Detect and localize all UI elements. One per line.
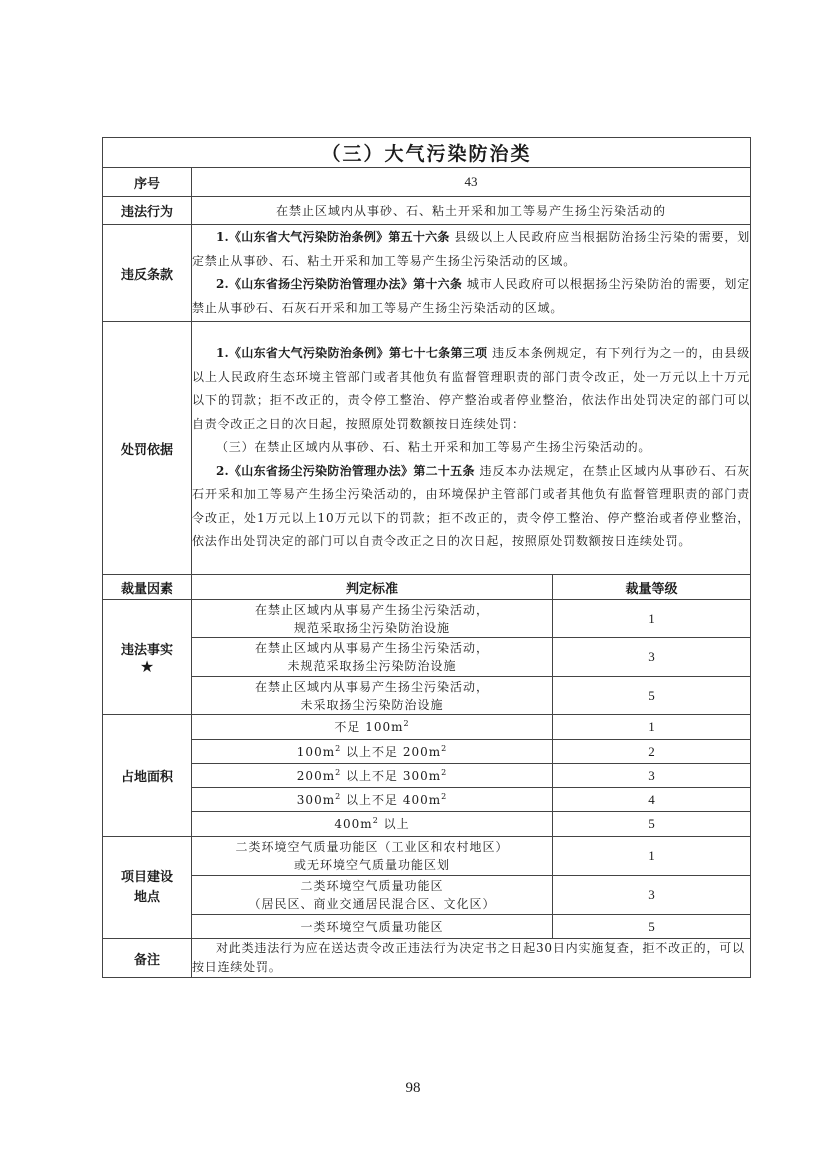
level-cell: 3 bbox=[553, 764, 751, 788]
factor-header: 裁量因素 bbox=[103, 575, 192, 600]
page-number: 98 bbox=[405, 1080, 421, 1096]
penalty-basis-label: 处罚依据 bbox=[103, 322, 192, 575]
penalty-ref: 1.《山东省大气污染防治条例》第七十七条第三项 bbox=[216, 346, 488, 361]
table-title: （三）大气污染防治类 bbox=[103, 138, 751, 168]
provision-ref: 1.《山东省大气污染防治条例》第五十六条 bbox=[216, 230, 450, 244]
superscript: 2 bbox=[403, 719, 410, 728]
superscript: 2 bbox=[441, 743, 448, 753]
level-header: 裁量等级 bbox=[553, 575, 751, 600]
factor-name: 地点 bbox=[133, 889, 160, 905]
violation-act-label: 违法行为 bbox=[103, 197, 192, 225]
area-text: 以上不足 200m bbox=[341, 744, 442, 759]
area-text: 300m bbox=[296, 792, 336, 807]
area-text: 400m bbox=[334, 817, 373, 831]
penalty-item bbox=[192, 342, 750, 436]
criteria-cell bbox=[192, 837, 553, 876]
factor-name: 项目建设 bbox=[120, 869, 173, 885]
superscript: 2 bbox=[335, 791, 342, 801]
criteria-cell bbox=[192, 638, 553, 677]
criteria-cell bbox=[192, 764, 553, 788]
criteria-line: （居民区、商业交通居民混合区、文化区） bbox=[248, 897, 496, 911]
criteria-header: 判定标准 bbox=[192, 575, 553, 600]
provision-item bbox=[192, 273, 750, 320]
superscript: 2 bbox=[441, 767, 448, 777]
criteria-line: 二类环境空气质量功能区（工业区和农村地区） bbox=[235, 840, 509, 854]
area-text: 以上 bbox=[378, 817, 410, 831]
level-cell: 3 bbox=[553, 638, 751, 677]
level-cell: 5 bbox=[553, 915, 751, 939]
penalty-item bbox=[192, 436, 750, 460]
factor-violation-fact bbox=[103, 600, 192, 715]
area-text: 以上不足 300m bbox=[341, 768, 442, 783]
area-text: 不足 100m bbox=[334, 720, 404, 734]
serial-value: 43 bbox=[192, 168, 751, 197]
criteria-cell bbox=[192, 740, 553, 764]
violated-provisions-label: 违反条款 bbox=[103, 225, 192, 322]
factor-project-location bbox=[103, 837, 192, 939]
area-text: 200m bbox=[296, 768, 336, 783]
provision-text: 县级以上人民政府应当根据防治扬尘污染的需要，划定禁止从事砂、石、粘土开采和加工等易产生扬尘污染活动的区域。 bbox=[192, 230, 751, 268]
criteria-line: 或无环境空气质量功能区划 bbox=[293, 858, 450, 872]
criteria-line: 在禁止区域内从事易产生扬尘污染活动， bbox=[254, 641, 489, 655]
criteria-line: 未采取扬尘污染防治设施 bbox=[300, 697, 444, 712]
penalty-ref: 2.《山东省扬尘污染防治管理办法》第二十五条 bbox=[216, 463, 475, 478]
area-text: 以上不足 400m bbox=[341, 792, 442, 807]
criteria-cell bbox=[192, 915, 553, 939]
criteria-line: 规范采取扬尘污染防治设施 bbox=[293, 620, 450, 635]
level-cell: 1 bbox=[553, 600, 751, 638]
penalty-text: 违反本条例规定，有下列行为之一的，由县级以上人民政府生态环境主管部门或者其他负有监督管理职责的部门责令改正，处一万元以上十万元以下的罚款；拒不改正的，责令停工整治、停产整治或者停业整治，依法作出处罚决定的部门可以自责令改正之日的次日起，按照原处罚数额按日连续处罚： bbox=[192, 346, 751, 431]
criteria-line: 未规范采取扬尘污染防治设施 bbox=[287, 659, 457, 673]
area-text: 100m bbox=[296, 744, 336, 759]
criteria-line: 在禁止区域内从事易产生扬尘污染活动， bbox=[254, 679, 489, 694]
penalty-basis-content bbox=[192, 322, 751, 575]
provision-text: 城市人民政府可以根据扬尘污染防治的需要，划定禁止从事砂石、石灰石开采和加工等易产生扬尘污染活动的区域。 bbox=[192, 277, 751, 315]
criteria-cell bbox=[192, 876, 553, 915]
criteria-cell bbox=[192, 788, 553, 812]
level-cell: 1 bbox=[553, 837, 751, 876]
level-cell: 5 bbox=[553, 812, 751, 837]
criteria-line: 在禁止区域内从事易产生扬尘污染活动， bbox=[254, 602, 489, 617]
violated-provisions-content bbox=[192, 225, 751, 322]
superscript: 2 bbox=[441, 791, 448, 801]
penalty-text: 违反本办法规定，在禁止区域内从事砂石、石灰石开采和加工等易产生扬尘污染活动的，由环境保护主管部门或者其他负有监督管理职责的部门责令改正，处1万元以上10万元以下的罚款；拒不改正的，责令停工整治、停产整治或者停业整治，依法作出处罚决定的部门可以自责令改正之日的次日起，按照原处罚数额按日连续处罚。 bbox=[192, 463, 751, 549]
superscript: 2 bbox=[335, 767, 342, 777]
criteria-cell bbox=[192, 715, 553, 740]
level-cell: 3 bbox=[553, 876, 751, 915]
level-cell: 2 bbox=[553, 740, 751, 764]
criteria-line: 二类环境空气质量功能区 bbox=[300, 879, 444, 893]
level-cell: 5 bbox=[553, 677, 751, 715]
superscript: 2 bbox=[335, 743, 342, 753]
remark-text: 对此类违法行为应在送达责令改正违法行为决定书之日起30日内实施复查，拒不改正的，可以按日连续处罚。 bbox=[192, 941, 745, 974]
serial-label: 序号 bbox=[103, 168, 192, 197]
violation-act-value: 在禁止区域内从事砂、石、粘土开采和加工等易产生扬尘污染活动的 bbox=[192, 197, 751, 225]
provision-item bbox=[192, 226, 750, 273]
remark-label: 备注 bbox=[103, 939, 192, 978]
factor-land-area: 占地面积 bbox=[103, 715, 192, 837]
level-cell: 1 bbox=[553, 715, 751, 740]
penalty-item bbox=[192, 460, 750, 554]
penalty-text: （三）在禁止区域内从事砂、石、粘土开采和加工等易产生扬尘污染活动的。 bbox=[216, 440, 652, 455]
criteria-cell bbox=[192, 812, 553, 837]
criteria-line: 一类环境空气质量功能区 bbox=[300, 919, 444, 934]
criteria-cell bbox=[192, 600, 553, 638]
remark-content bbox=[192, 939, 751, 978]
criteria-cell bbox=[192, 677, 553, 715]
discretion-table bbox=[102, 137, 751, 978]
superscript: 2 bbox=[372, 816, 379, 825]
level-cell: 4 bbox=[553, 788, 751, 812]
star-icon: ★ bbox=[139, 656, 155, 676]
provision-ref: 2.《山东省扬尘污染防治管理办法》第十六条 bbox=[216, 277, 463, 291]
factor-name: 违法事实 bbox=[120, 642, 173, 658]
